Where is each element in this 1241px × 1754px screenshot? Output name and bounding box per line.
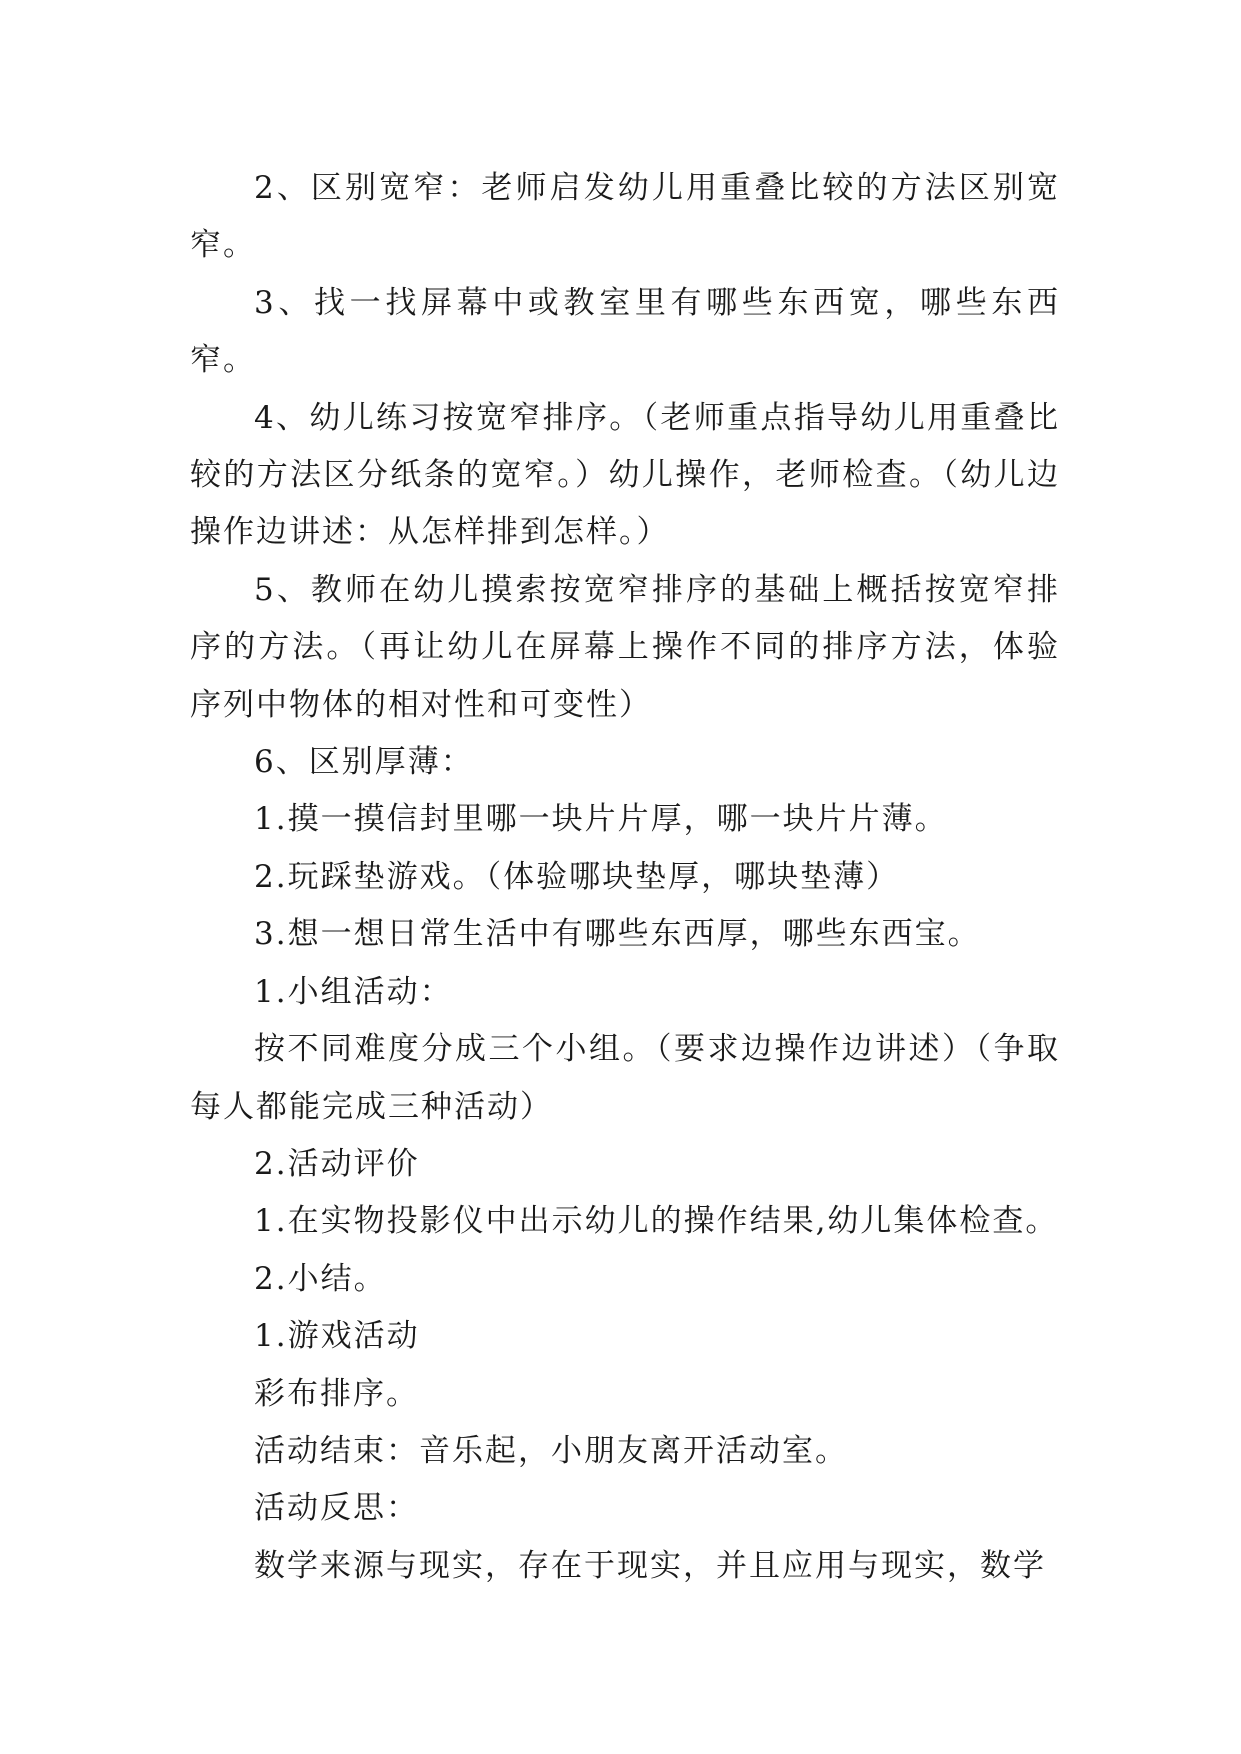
paragraph-evaluation-projector: 1.在实物投影仪中出示幼儿的操作结果,幼儿集体检查。 <box>254 1203 1059 1240</box>
paragraph-step-4: 4、幼儿练习按宽窄排序。（老师重点指导幼儿用重叠比较的方法区分纸条的宽窄。）幼儿操作，老师检查。（幼儿边操作边讲述：从怎样排到怎样。） <box>190 399 1060 551</box>
paragraph-group-activity: 1.小组活动： <box>254 973 453 1010</box>
paragraph-step-2: 2、区别宽窄：老师启发幼儿用重叠比较的方法区别宽窄。 <box>190 170 1060 264</box>
document-body <box>190 160 1060 1595</box>
paragraph-step-3: 3、找一找屏幕中或教室里有哪些东西宽，哪些东西窄。 <box>190 284 1060 379</box>
paragraph-cloth-sorting: 彩布排序。 <box>254 1375 419 1412</box>
paragraph-game-activity: 1.游戏活动 <box>254 1318 420 1355</box>
paragraph-substep-think: 3.想一想日常生活中有哪些东西厚，哪些东西宝。 <box>254 916 981 953</box>
paragraph-activity-end: 活动结束：音乐起，小朋友离开活动室。 <box>254 1432 848 1469</box>
paragraph-step-5: 5、教师在幼儿摸索按宽窄排序的基础上概括按宽窄排序的方法。（再让幼儿在屏幕上操作不同的排序方法，体验序列中物体的相对性和可变性） <box>190 571 1060 723</box>
paragraph-reflection-text: 数学来源与现实，存在于现实，并且应用与现实，数学 <box>254 1547 1046 1584</box>
paragraph-summary: 2.小结。 <box>254 1260 387 1297</box>
paragraph-substep-touch: 1.摸一摸信封里哪一块片片厚，哪一块片片薄。 <box>254 801 948 838</box>
paragraph-step-6: 6、区别厚薄： <box>254 744 474 781</box>
paragraph-group-detail: 按不同难度分成三个小组。（要求边操作边讲述）（争取每人都能完成三种活动） <box>190 1031 1060 1125</box>
paragraph-evaluation: 2.活动评价 <box>254 1145 420 1182</box>
paragraph-substep-game: 2.玩踩垫游戏。（体验哪块垫厚，哪块垫薄） <box>254 858 900 895</box>
paragraph-reflection-heading: 活动反思： <box>254 1490 419 1527</box>
